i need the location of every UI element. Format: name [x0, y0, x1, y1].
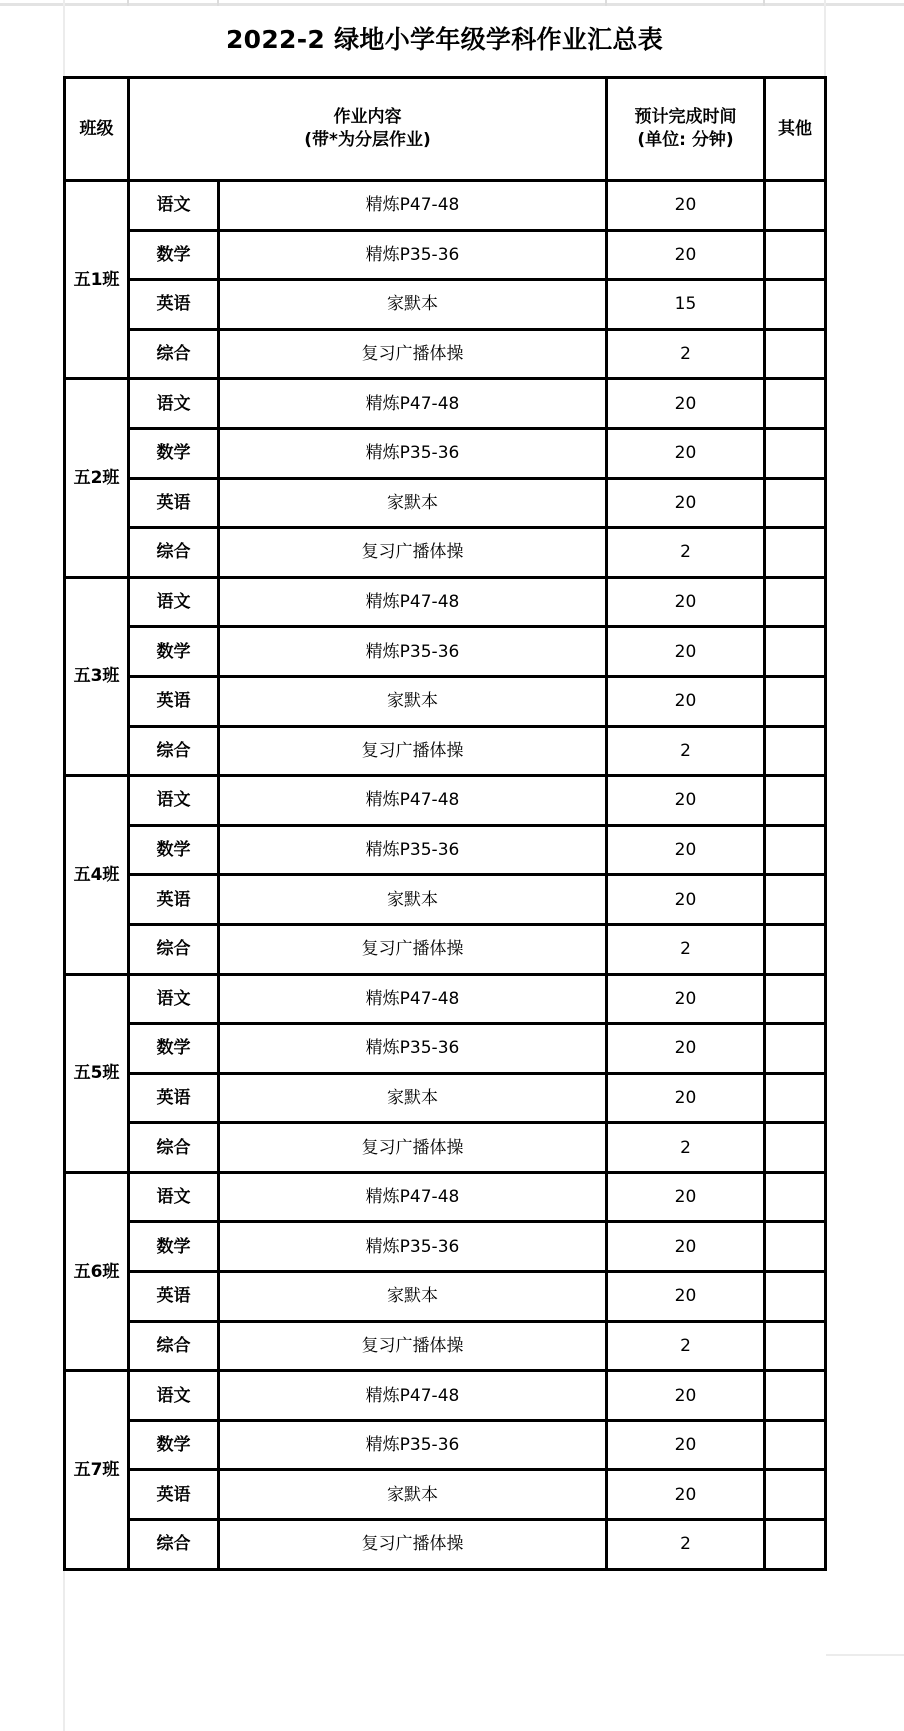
- class-cell[interactable]: 五5班: [65, 974, 129, 1172]
- subject-cell[interactable]: 语文: [129, 577, 219, 627]
- content-cell[interactable]: 精炼P35-36: [219, 230, 607, 280]
- other-cell[interactable]: [765, 1123, 826, 1173]
- content-cell[interactable]: 家默本: [219, 1073, 607, 1123]
- content-cell[interactable]: 精炼P35-36: [219, 825, 607, 875]
- class-cell[interactable]: 五1班: [65, 181, 129, 379]
- table-row: [65, 379, 826, 429]
- subject-cell[interactable]: 数学: [129, 428, 219, 478]
- minutes-cell[interactable]: 20: [607, 1172, 765, 1222]
- content-cell[interactable]: 精炼P35-36: [219, 1024, 607, 1074]
- content-cell[interactable]: 复习广播体操: [219, 329, 607, 379]
- header-content[interactable]: [129, 78, 607, 181]
- subject-cell[interactable]: 英语: [129, 478, 219, 528]
- minutes-cell[interactable]: 20: [607, 1073, 765, 1123]
- other-cell[interactable]: [765, 1222, 826, 1272]
- table-row: [65, 1024, 826, 1074]
- subject-cell[interactable]: 综合: [129, 1520, 219, 1570]
- table-row: [65, 924, 826, 974]
- minutes-cell[interactable]: 20: [607, 1272, 765, 1322]
- minutes-cell[interactable]: 2: [607, 726, 765, 776]
- subject-cell[interactable]: 综合: [129, 528, 219, 578]
- table-row: [65, 627, 826, 677]
- subject-cell[interactable]: 数学: [129, 825, 219, 875]
- subject-cell[interactable]: 语文: [129, 379, 219, 429]
- subject-cell[interactable]: 语文: [129, 974, 219, 1024]
- table-row: [65, 230, 826, 280]
- other-cell[interactable]: [765, 1321, 826, 1371]
- content-cell[interactable]: 家默本: [219, 280, 607, 330]
- minutes-cell[interactable]: 2: [607, 1123, 765, 1173]
- content-cell[interactable]: 精炼P35-36: [219, 1222, 607, 1272]
- other-cell[interactable]: [765, 478, 826, 528]
- table-row: [65, 1272, 826, 1322]
- class-cell[interactable]: 五3班: [65, 577, 129, 775]
- minutes-cell[interactable]: 2: [607, 1321, 765, 1371]
- minutes-cell[interactable]: 20: [607, 1420, 765, 1470]
- minutes-cell[interactable]: 20: [607, 776, 765, 826]
- other-cell[interactable]: [765, 776, 826, 826]
- content-cell[interactable]: 家默本: [219, 676, 607, 726]
- content-cell[interactable]: 家默本: [219, 478, 607, 528]
- table-row: [65, 1420, 826, 1470]
- table-row: [65, 1073, 826, 1123]
- content-cell[interactable]: 复习广播体操: [219, 924, 607, 974]
- other-cell[interactable]: [765, 1024, 826, 1074]
- table-row: [65, 1321, 826, 1371]
- homework-summary-table: [63, 76, 827, 1571]
- class-cell[interactable]: 五4班: [65, 776, 129, 974]
- class-cell[interactable]: 五2班: [65, 379, 129, 577]
- table-row: [65, 825, 826, 875]
- minutes-cell[interactable]: 20: [607, 230, 765, 280]
- header-time-unit: (单位: 分钟): [637, 130, 734, 150]
- other-cell[interactable]: [765, 627, 826, 677]
- subject-cell[interactable]: 英语: [129, 875, 219, 925]
- content-cell[interactable]: 精炼P47-48: [219, 1172, 607, 1222]
- content-cell[interactable]: 精炼P35-36: [219, 428, 607, 478]
- header-content-title: 作业内容: [333, 107, 402, 127]
- minutes-cell[interactable]: 2: [607, 528, 765, 578]
- minutes-cell[interactable]: 20: [607, 428, 765, 478]
- sheet-gridline-tick: [763, 0, 765, 6]
- minutes-cell[interactable]: 20: [607, 974, 765, 1024]
- other-cell[interactable]: [765, 1371, 826, 1421]
- content-cell[interactable]: 家默本: [219, 1470, 607, 1520]
- other-cell[interactable]: [765, 726, 826, 776]
- subject-cell[interactable]: 语文: [129, 1371, 219, 1421]
- minutes-cell[interactable]: 20: [607, 627, 765, 677]
- minutes-cell[interactable]: 20: [607, 577, 765, 627]
- subject-cell[interactable]: 语文: [129, 776, 219, 826]
- minutes-cell[interactable]: 2: [607, 329, 765, 379]
- table-row: [65, 1470, 826, 1520]
- content-cell[interactable]: 复习广播体操: [219, 1123, 607, 1173]
- sheet-gridline-top: [0, 3, 904, 6]
- minutes-cell[interactable]: 20: [607, 1222, 765, 1272]
- other-cell[interactable]: [765, 1470, 826, 1520]
- table-row: [65, 1123, 826, 1173]
- table-row: [65, 181, 826, 231]
- minutes-cell[interactable]: 20: [607, 478, 765, 528]
- header-class[interactable]: 班级: [65, 78, 129, 181]
- header-content-note: (带*为分层作业): [304, 130, 431, 150]
- other-cell[interactable]: [765, 1073, 826, 1123]
- subject-cell[interactable]: 英语: [129, 676, 219, 726]
- content-cell[interactable]: 复习广播体操: [219, 1321, 607, 1371]
- subject-cell[interactable]: 综合: [129, 924, 219, 974]
- table-row: [65, 280, 826, 330]
- content-cell[interactable]: 精炼P47-48: [219, 974, 607, 1024]
- header-time-title: 预计完成时间: [634, 107, 737, 127]
- header-other[interactable]: 其他: [765, 78, 826, 181]
- other-cell[interactable]: [765, 577, 826, 627]
- other-cell[interactable]: [765, 825, 826, 875]
- subject-cell[interactable]: 数学: [129, 1024, 219, 1074]
- subject-cell[interactable]: 综合: [129, 1123, 219, 1173]
- subject-cell[interactable]: 综合: [129, 726, 219, 776]
- table-row: [65, 577, 826, 627]
- content-cell[interactable]: 复习广播体操: [219, 726, 607, 776]
- minutes-cell[interactable]: 20: [607, 875, 765, 925]
- content-cell[interactable]: 精炼P47-48: [219, 577, 607, 627]
- content-cell[interactable]: 精炼P35-36: [219, 1420, 607, 1470]
- other-cell[interactable]: [765, 924, 826, 974]
- minutes-cell[interactable]: 2: [607, 924, 765, 974]
- table-row: [65, 676, 826, 726]
- minutes-cell[interactable]: 20: [607, 1371, 765, 1421]
- subject-cell[interactable]: 语文: [129, 1172, 219, 1222]
- other-cell[interactable]: [765, 1272, 826, 1322]
- sheet-gridline-tick: [217, 0, 219, 6]
- class-cell[interactable]: 五6班: [65, 1172, 129, 1370]
- content-cell[interactable]: 精炼P47-48: [219, 181, 607, 231]
- subject-cell[interactable]: 综合: [129, 1321, 219, 1371]
- other-cell[interactable]: [765, 181, 826, 231]
- content-cell[interactable]: 家默本: [219, 875, 607, 925]
- content-cell[interactable]: 精炼P47-48: [219, 379, 607, 429]
- subject-cell[interactable]: 英语: [129, 1470, 219, 1520]
- other-cell[interactable]: [765, 676, 826, 726]
- table-row: [65, 1222, 826, 1272]
- minutes-cell[interactable]: 20: [607, 1470, 765, 1520]
- header-row: [65, 78, 826, 181]
- other-cell[interactable]: [765, 379, 826, 429]
- table-row: [65, 1520, 826, 1570]
- table-row: [65, 1371, 826, 1421]
- other-cell[interactable]: [765, 974, 826, 1024]
- sheet-gridline-bottom: [826, 1654, 904, 1656]
- other-cell[interactable]: [765, 875, 826, 925]
- subject-cell[interactable]: 英语: [129, 1272, 219, 1322]
- other-cell[interactable]: [765, 280, 826, 330]
- minutes-cell[interactable]: 20: [607, 825, 765, 875]
- subject-cell[interactable]: 英语: [129, 1073, 219, 1123]
- table-row: [65, 329, 826, 379]
- other-cell[interactable]: [765, 329, 826, 379]
- other-cell[interactable]: [765, 1420, 826, 1470]
- content-cell[interactable]: 复习广播体操: [219, 528, 607, 578]
- content-cell[interactable]: 精炼P35-36: [219, 627, 607, 677]
- subject-cell[interactable]: 综合: [129, 329, 219, 379]
- minutes-cell[interactable]: 15: [607, 280, 765, 330]
- minutes-cell[interactable]: 20: [607, 1024, 765, 1074]
- table-row: [65, 1172, 826, 1222]
- minutes-cell[interactable]: 20: [607, 379, 765, 429]
- sheet-gridline-tick: [127, 0, 129, 6]
- other-cell[interactable]: [765, 428, 826, 478]
- subject-cell[interactable]: 语文: [129, 181, 219, 231]
- subject-cell[interactable]: 英语: [129, 280, 219, 330]
- class-cell[interactable]: 五7班: [65, 1371, 129, 1569]
- document-title: 2022-2 绿地小学年级学科作业汇总表: [225, 25, 664, 54]
- other-cell[interactable]: [765, 230, 826, 280]
- minutes-cell[interactable]: 20: [607, 676, 765, 726]
- minutes-cell[interactable]: 2: [607, 1520, 765, 1570]
- table-row: [65, 974, 826, 1024]
- table-row: [65, 478, 826, 528]
- subject-cell[interactable]: 数学: [129, 230, 219, 280]
- subject-cell[interactable]: 数学: [129, 627, 219, 677]
- header-time[interactable]: [607, 78, 765, 181]
- other-cell[interactable]: [765, 528, 826, 578]
- table-row: [65, 726, 826, 776]
- table-row: [65, 776, 826, 826]
- other-cell[interactable]: [765, 1520, 826, 1570]
- subject-cell[interactable]: 数学: [129, 1222, 219, 1272]
- table-row: [65, 528, 826, 578]
- sheet-gridline-tick: [605, 0, 607, 6]
- content-cell[interactable]: 精炼P47-48: [219, 776, 607, 826]
- content-cell[interactable]: 复习广播体操: [219, 1520, 607, 1570]
- minutes-cell[interactable]: 20: [607, 181, 765, 231]
- content-cell[interactable]: 精炼P47-48: [219, 1371, 607, 1421]
- table-row: [65, 428, 826, 478]
- other-cell[interactable]: [765, 1172, 826, 1222]
- subject-cell[interactable]: 数学: [129, 1420, 219, 1470]
- content-cell[interactable]: 家默本: [219, 1272, 607, 1322]
- table-row: [65, 875, 826, 925]
